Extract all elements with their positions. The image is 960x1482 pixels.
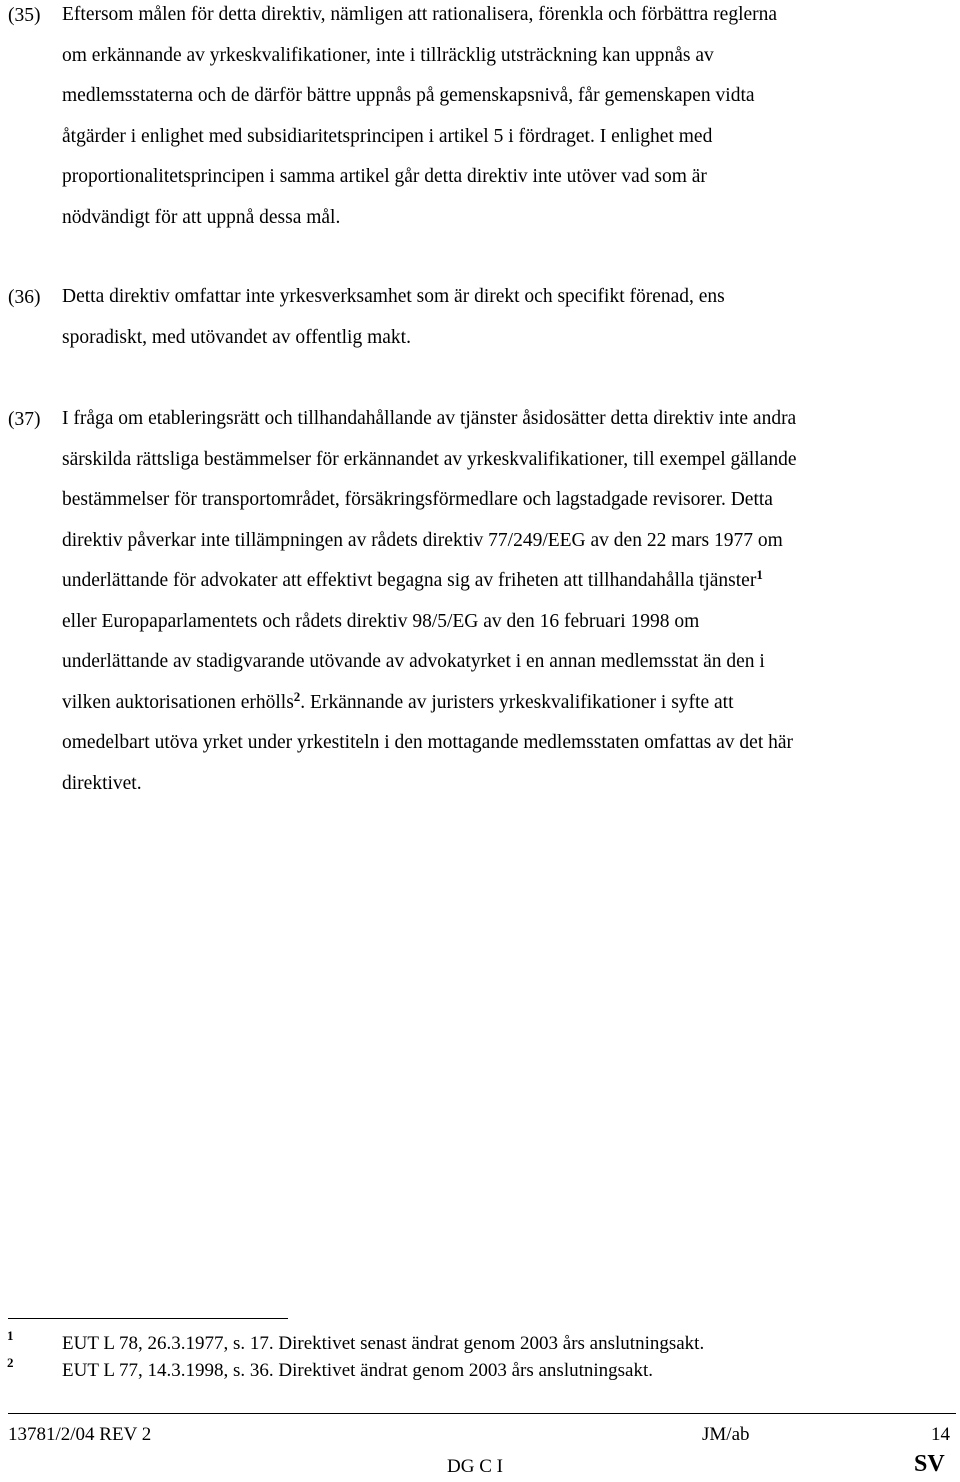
page-number: 14 [931, 1424, 950, 1445]
footnote-text: EUT L 78, 26.3.1977, s. 17. Direktivet senast ändrat genom 2003 års anslutningsakt. [62, 1333, 705, 1354]
recital-number: (36) [8, 287, 41, 308]
recital-number: (35) [8, 5, 41, 26]
footnote-ref-1[interactable]: 1 [756, 567, 763, 582]
footnote-text: EUT L 77, 14.3.1998, s. 36. Direktivet ändrat genom 2003 års anslutningsakt. [62, 1360, 654, 1381]
text-line: proportionalitetsprincipen i samma artikel går detta direktiv inte utöver vad som är [62, 166, 707, 187]
text-line: bestämmelser för transportområdet, försäkringsförmedlare och lagstadgade revisorer. Detta [62, 489, 773, 510]
text-line: särskilda rättsliga bestämmelser för erkännandet av yrkeskvalifikationer, till exempel gällande [62, 448, 797, 470]
text-line: Eftersom målen för detta direktiv, nämligen att rationalisera, förenkla och förbättra reglerna [62, 4, 778, 25]
text-segment: . Erkännande av juristers yrkeskvalifikationer i syfte att [300, 691, 734, 713]
text-line: om erkännande av yrkeskvalifikationer, inte i tillräcklig utsträckning kan uppnås av [62, 44, 714, 66]
text-line: sporadiskt, med utövandet av offentlig makt. [62, 326, 411, 348]
text-line: direktivet. [62, 772, 142, 794]
footer-separator [8, 1413, 956, 1414]
author-initials: JM/ab [702, 1424, 750, 1445]
text-line: eller Europaparlamentets och rådets direktiv 98/5/EG av den 16 februari 1998 om [62, 610, 700, 632]
text-line: omedelbart utöva yrket under yrkestiteln i den mottagande medlemsstaten omfattas av det här [62, 732, 794, 753]
recital-number: (37) [8, 409, 41, 430]
language-code: SV [914, 1451, 945, 1477]
text-line: Detta direktiv omfattar inte yrkesverksamhet som är direkt och specifikt förenad, ens [62, 286, 725, 307]
recital-text [62, 0, 954, 238]
text-segment: vilken auktorisationen erhölls [62, 691, 294, 713]
text-line: direktiv påverkar inte tillämpningen av rådets direktiv 77/249/EEG av den 22 mars 1977 om [62, 529, 783, 551]
footnote-separator [8, 1318, 288, 1319]
recital-text [62, 399, 954, 804]
text-segment: underlättande för advokater att effektivt begagna sig av friheten att tillhandahålla tjänster [62, 570, 757, 591]
text-line [62, 683, 954, 724]
footnote-number: 1 [7, 1328, 14, 1343]
footnote-number: 2 [7, 1355, 14, 1370]
directorate-general: DG C I [447, 1456, 503, 1477]
text-line: I fråga om etableringsrätt och tillhandahållande av tjänster åsidosätter detta direktiv inte andra [62, 408, 797, 429]
text-line [62, 561, 954, 602]
text-line: åtgärder i enlighet med subsidiaritetsprincipen i artikel 5 i fördraget. I enlighet med [62, 125, 713, 147]
recital-text [62, 277, 954, 358]
footnote-ref-2[interactable]: 2 [293, 688, 301, 704]
document-reference: 13781/2/04 REV 2 [8, 1424, 152, 1445]
text-line: medlemsstaterna och de därför bättre uppnås på gemenskapsnivå, får gemenskapen vidta [62, 85, 755, 106]
text-line: underlättande av stadigvarande utövande av advokatyrket i en annan medlemsstat än den i [62, 651, 765, 672]
text-line: nödvändigt för att uppnå dessa mål. [62, 206, 341, 228]
